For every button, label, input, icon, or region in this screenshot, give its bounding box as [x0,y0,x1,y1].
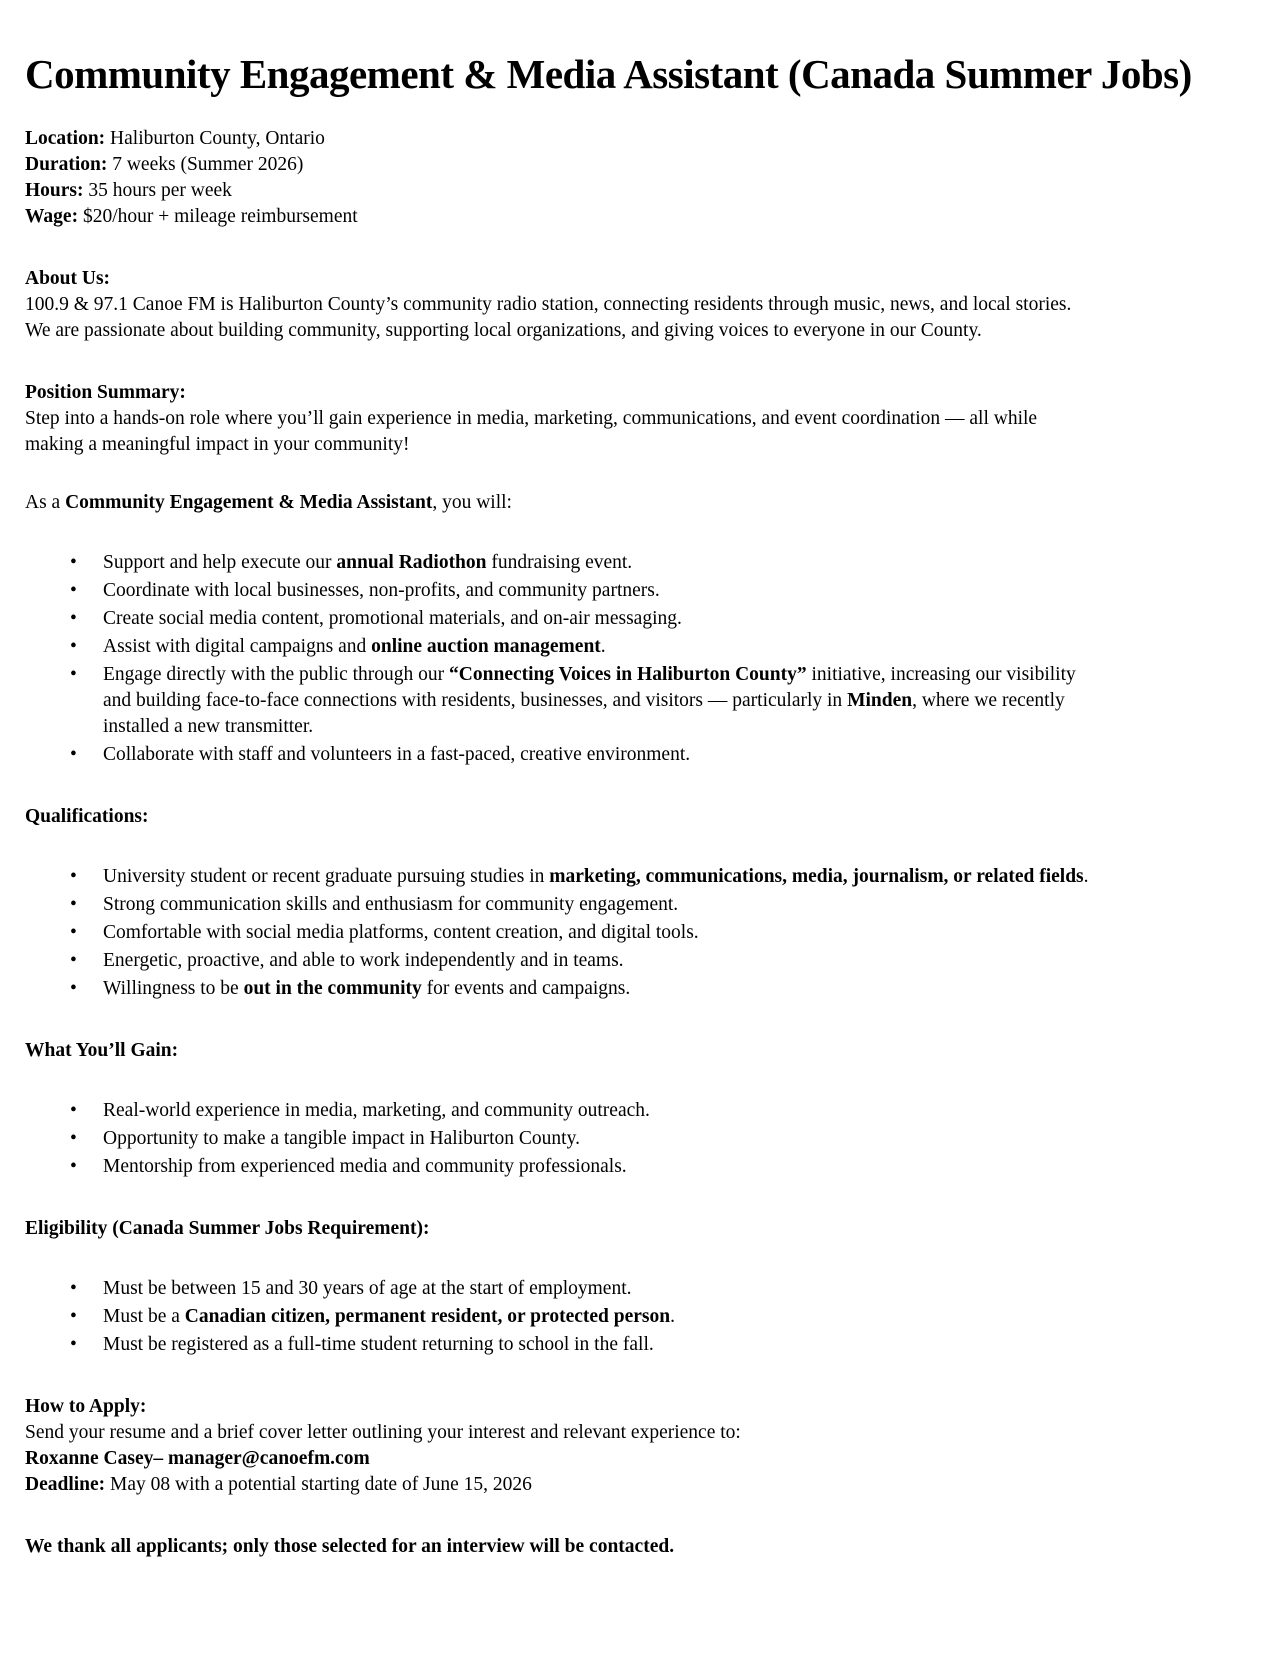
bold-text-run: marketing, communications, media, journalism, or related fields [549,866,1084,887]
page-title: Community Engagement & Media Assistant (Canada Summer Jobs) [25,51,1192,97]
bold-text-run: Roxanne Casey– manager@canoefm.com [25,1448,370,1469]
list-item [25,606,1268,632]
text-run: installed a new transmitter. [103,716,314,737]
bullet-marker-icon: • [70,636,77,657]
section-heading-about-us: About Us: [25,268,111,289]
text-line-bullet [103,864,1268,890]
text-line-bullet [103,1126,1268,1152]
list-item [25,1276,1268,1302]
text-run: Create social media content, promotional materials, and on-air messaging. [103,608,682,629]
bullet-marker-icon: • [70,1278,77,1299]
text-line-bullet [103,662,1268,688]
text-run: Engage directly with the public through our [103,664,450,685]
list-item [25,578,1268,604]
bold-text-run: Community Engagement & Media Assistant [65,492,433,513]
list-item [25,1154,1268,1180]
list-item [25,892,1268,918]
text-line-position-summary-body [25,406,1268,432]
text-run: Mentorship from experienced media and community professionals. [103,1156,627,1177]
text-run: As a [25,492,66,513]
text-line-meta [25,178,1268,204]
text-run: . [600,636,606,657]
eligibility-bullets [25,1276,1268,1358]
list-item [25,920,1268,946]
text-line-meta [25,152,1268,178]
list-item [25,864,1268,890]
text-run: , where we recently [912,690,1065,711]
text-line-about-us-body [25,318,1268,344]
meta [25,126,1268,230]
bullet-marker-icon: • [70,664,77,685]
text-line-apply-body [25,1420,1268,1446]
bullet-marker-icon: • [70,866,77,887]
bold-text-run: online auction management [371,636,601,657]
text-run: Willingness to be [103,978,244,999]
bold-text-run: Minden [847,690,913,711]
text-line-apply-body [25,1446,1268,1472]
about-us-body [25,292,1268,344]
bold-text-run: We thank all applicants; only those selected for an interview will be contacted. [25,1536,675,1557]
text-line-bullet [103,892,1268,918]
text-line-bullet [103,920,1268,946]
bullet-marker-icon: • [70,978,77,999]
text-line-bullet [103,1098,1268,1124]
section-heading-eligibility: Eligibility (Canada Summer Jobs Requirement): [25,1218,430,1239]
text-line-bullet [103,714,1268,740]
text-run: Collaborate with staff and volunteers in a fast-paced, creative environment. [103,744,691,765]
gain-bullets [25,1098,1268,1180]
bold-text-run: annual Radiothon [336,552,487,573]
text-line-position-summary-body [25,432,1268,458]
role-intro [25,490,1268,516]
apply-body [25,1420,1268,1498]
bullet-marker-icon: • [70,552,77,573]
text-line-bullet [103,1332,1268,1358]
text-run: Comfortable with social media platforms, content creation, and digital tools. [103,922,699,943]
bold-text-run: out in the community [243,978,422,999]
bold-text-run: Canadian citizen, permanent resident, or protected person [184,1306,671,1327]
list-item [25,1126,1268,1152]
text-run: Coordinate with local businesses, non-profits, and community partners. [103,580,660,601]
bullet-marker-icon: • [70,1100,77,1121]
text-run: May 08 with a potential starting date of June 15, 2026 [105,1474,532,1495]
list-item [25,634,1268,660]
list-item [25,948,1268,974]
text-run: 100.9 & 97.1 Canoe FM is Haliburton County’s community radio station, connecting residents through music, news, and local stories. [25,294,1072,315]
bullet-marker-icon: • [70,894,77,915]
text-run: 7 weeks (Summer 2026) [107,154,304,175]
bullet-marker-icon: • [70,744,77,765]
bullet-marker-icon: • [70,950,77,971]
text-line-closing [25,1534,1268,1560]
document-body [25,126,1268,1560]
section-heading-qualifications: Qualifications: [25,806,149,827]
text-line-role-intro [25,490,1268,516]
section-heading-how-to-apply: How to Apply: [25,1396,147,1417]
bullet-marker-icon: • [70,580,77,601]
text-run: for events and campaigns. [421,978,631,999]
text-line-bullet [103,688,1268,714]
list-item [25,976,1268,1002]
bullet-marker-icon: • [70,608,77,629]
text-run: Must be between 15 and 30 years of age at the start of employment. [103,1278,632,1299]
text-line-bullet [103,976,1268,1002]
text-run: Haliburton County, Ontario [105,128,325,149]
text-run: , you will: [432,492,512,513]
bullet-marker-icon: • [70,922,77,943]
text-line-bullet [103,948,1268,974]
text-line-meta [25,204,1268,230]
text-run: making a meaningful impact in your community! [25,434,410,455]
text-run: $20/hour + mileage reimbursement [78,206,358,227]
text-line-meta [25,126,1268,152]
text-run: University student or recent graduate pursuing studies in [103,866,550,887]
text-line-bullet [103,634,1268,660]
bold-text-run: Duration: [25,154,108,175]
section-heading-position-summary: Position Summary: [25,382,186,403]
list-item [25,1304,1268,1330]
qualifications-bullets [25,864,1268,1002]
list-item [25,742,1268,768]
text-line-bullet [103,742,1268,768]
role-bullets [25,550,1268,768]
text-run: Assist with digital campaigns and [103,636,372,657]
bold-text-run: Deadline: [25,1474,106,1495]
list-item [25,1098,1268,1124]
text-line-apply-body [25,1472,1268,1498]
text-run: fundraising event. [486,552,633,573]
bold-text-run: Hours: [25,180,84,201]
bullet-marker-icon: • [70,1334,77,1355]
text-run: Opportunity to make a tangible impact in Haliburton County. [103,1128,580,1149]
text-line-bullet [103,550,1268,576]
bullet-marker-icon: • [70,1306,77,1327]
bullet-marker-icon: • [70,1156,77,1177]
text-line-bullet [103,578,1268,604]
text-run: initiative, increasing our visibility [806,664,1076,685]
section-heading-what-youll-gain: What You’ll Gain: [25,1040,179,1061]
document-page [0,52,1268,1560]
bullet-marker-icon: • [70,1128,77,1149]
text-line-bullet [103,1154,1268,1180]
text-line-about-us-body [25,292,1268,318]
position-summary-body [25,406,1268,458]
bold-text-run: “Connecting Voices in Haliburton County” [449,664,807,685]
text-run: Must be registered as a full-time student returning to school in the fall. [103,1334,654,1355]
text-run: Support and help execute our [103,552,337,573]
text-run: Step into a hands-on role where you’ll gain experience in media, marketing, communications, and event coordination — all while [25,408,1038,429]
text-run: . [670,1306,675,1327]
text-run: Send your resume and a brief cover letter outlining your interest and relevant experience to: [25,1422,741,1443]
bold-text-run: Wage: [25,206,79,227]
bold-text-run: Location: [25,128,106,149]
text-run: Strong communication skills and enthusiasm for community engagement. [103,894,679,915]
closing [25,1534,1268,1560]
list-item [25,550,1268,576]
text-line-bullet [103,1276,1268,1302]
text-run: We are passionate about building community, supporting local organizations, and giving voices to everyone in our County. [25,320,982,341]
list-item [25,1332,1268,1358]
text-run: Real-world experience in media, marketing, and community outreach. [103,1100,650,1121]
text-run: 35 hours per week [83,180,232,201]
text-run: . [1083,866,1089,887]
text-line-bullet [103,606,1268,632]
text-run: and building face-to-face connections with residents, businesses, and visitors — particularly in [103,690,848,711]
text-run: Must be a [103,1306,185,1327]
text-run: Energetic, proactive, and able to work independently and in teams. [103,950,624,971]
text-line-bullet [103,1304,1268,1330]
list-item [25,662,1268,740]
